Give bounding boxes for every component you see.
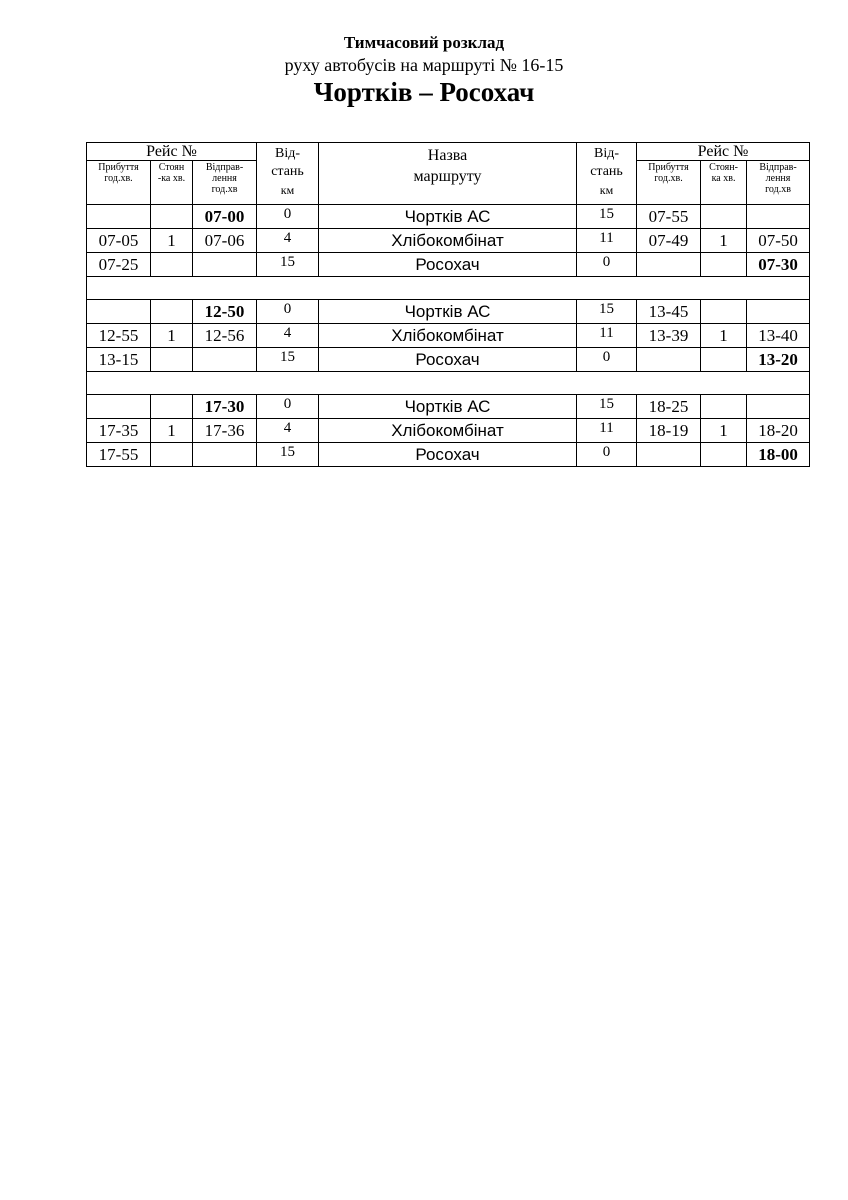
right-stop bbox=[701, 443, 747, 467]
left-stop bbox=[151, 300, 193, 324]
distance-left: 4 bbox=[257, 419, 319, 443]
stop-name: Чортків АС bbox=[319, 205, 577, 229]
left-arrival: 17-55 bbox=[87, 443, 151, 467]
right-departure: 18-20 bbox=[747, 419, 810, 443]
right-arrival: 13-45 bbox=[637, 300, 701, 324]
right-departure: 18-00 bbox=[747, 443, 810, 467]
right-trip-header: Рейс № bbox=[637, 143, 810, 161]
stop-name: Хлібокомбінат bbox=[319, 324, 577, 348]
left-stop bbox=[151, 253, 193, 277]
right-departure: 07-50 bbox=[747, 229, 810, 253]
right-stop bbox=[701, 253, 747, 277]
distance-left: 0 bbox=[257, 205, 319, 229]
right-departure bbox=[747, 395, 810, 419]
stop-name: Чортків АС bbox=[319, 300, 577, 324]
route-title: Чортків – Росохач bbox=[313, 77, 535, 107]
right-departure: 07-30 bbox=[747, 253, 810, 277]
left-arrival bbox=[87, 300, 151, 324]
left-arrival: 07-25 bbox=[87, 253, 151, 277]
distance-right: 15 bbox=[577, 205, 637, 229]
schedule-title: Тимчасовий розклад bbox=[343, 33, 505, 52]
right-stop: 1 bbox=[701, 229, 747, 253]
table-row bbox=[87, 419, 810, 443]
stop-name: Росохач bbox=[319, 348, 577, 372]
trip-separator bbox=[87, 372, 810, 395]
stop-name: Росохач bbox=[319, 443, 577, 467]
distance-left: 0 bbox=[257, 395, 319, 419]
right-arrival bbox=[637, 443, 701, 467]
distance-header-left: Від- стань км bbox=[257, 143, 319, 205]
distance-right: 11 bbox=[577, 419, 637, 443]
left-stop bbox=[151, 443, 193, 467]
distance-left: 4 bbox=[257, 324, 319, 348]
table-row bbox=[87, 395, 810, 419]
right-stop: 1 bbox=[701, 419, 747, 443]
trip-separator bbox=[87, 277, 810, 300]
right-arrival: 07-55 bbox=[637, 205, 701, 229]
left-departure: 17-30 bbox=[193, 395, 257, 419]
right-departure-header: Відправ- лення год.хв bbox=[747, 161, 810, 205]
right-departure bbox=[747, 300, 810, 324]
stop-name: Чортків АС bbox=[319, 395, 577, 419]
table-row bbox=[87, 253, 810, 277]
right-stop: 1 bbox=[701, 324, 747, 348]
table-row bbox=[87, 300, 810, 324]
left-stop: 1 bbox=[151, 229, 193, 253]
left-arrival: 07-05 bbox=[87, 229, 151, 253]
right-stop bbox=[701, 205, 747, 229]
left-arrival bbox=[87, 205, 151, 229]
stop-name: Хлібокомбінат bbox=[319, 229, 577, 253]
right-stop-header: Стоян- ка хв. bbox=[701, 161, 747, 205]
left-departure: 12-50 bbox=[193, 300, 257, 324]
right-arrival: 18-25 bbox=[637, 395, 701, 419]
left-stop bbox=[151, 205, 193, 229]
table-row bbox=[87, 443, 810, 467]
distance-left: 15 bbox=[257, 443, 319, 467]
right-arrival: 13-39 bbox=[637, 324, 701, 348]
right-arrival: 18-19 bbox=[637, 419, 701, 443]
distance-left: 4 bbox=[257, 229, 319, 253]
right-departure: 13-20 bbox=[747, 348, 810, 372]
distance-right: 0 bbox=[577, 253, 637, 277]
right-departure: 13-40 bbox=[747, 324, 810, 348]
distance-header-right: Від- стань км bbox=[577, 143, 637, 205]
right-arrival: 07-49 bbox=[637, 229, 701, 253]
table-row bbox=[87, 324, 810, 348]
table-row bbox=[87, 348, 810, 372]
left-trip-header: Рейс № bbox=[87, 143, 257, 161]
right-stop bbox=[701, 395, 747, 419]
right-stop bbox=[701, 348, 747, 372]
schedule-table bbox=[86, 142, 810, 467]
left-departure bbox=[193, 253, 257, 277]
stop-name: Росохач bbox=[319, 253, 577, 277]
left-departure: 17-36 bbox=[193, 419, 257, 443]
schedule-subtitle: руху автобусів на маршруті № 16-15 bbox=[284, 55, 564, 75]
right-arrival bbox=[637, 253, 701, 277]
right-arrival bbox=[637, 348, 701, 372]
distance-left: 15 bbox=[257, 348, 319, 372]
left-stop bbox=[151, 348, 193, 372]
left-stop bbox=[151, 395, 193, 419]
route-name-header: Назва маршруту bbox=[319, 143, 577, 205]
distance-right: 15 bbox=[577, 300, 637, 324]
left-departure: 07-00 bbox=[193, 205, 257, 229]
left-arrival-header: Прибуття год.хв. bbox=[87, 161, 151, 205]
distance-right: 11 bbox=[577, 324, 637, 348]
distance-right: 0 bbox=[577, 443, 637, 467]
right-arrival-header: Прибуття год.хв. bbox=[637, 161, 701, 205]
distance-right: 15 bbox=[577, 395, 637, 419]
right-departure bbox=[747, 205, 810, 229]
table-row bbox=[87, 229, 810, 253]
left-departure bbox=[193, 348, 257, 372]
left-departure: 12-56 bbox=[193, 324, 257, 348]
distance-left: 0 bbox=[257, 300, 319, 324]
stop-name: Хлібокомбінат bbox=[319, 419, 577, 443]
left-departure: 07-06 bbox=[193, 229, 257, 253]
left-stop: 1 bbox=[151, 419, 193, 443]
left-stop: 1 bbox=[151, 324, 193, 348]
left-arrival: 12-55 bbox=[87, 324, 151, 348]
left-stop-header: Стоян -ка хв. bbox=[151, 161, 193, 205]
left-arrival: 17-35 bbox=[87, 419, 151, 443]
left-arrival: 13-15 bbox=[87, 348, 151, 372]
table-row bbox=[87, 205, 810, 229]
left-departure bbox=[193, 443, 257, 467]
left-departure-header: Відправ- лення год.хв bbox=[193, 161, 257, 205]
distance-left: 15 bbox=[257, 253, 319, 277]
right-stop bbox=[701, 300, 747, 324]
distance-right: 0 bbox=[577, 348, 637, 372]
distance-right: 11 bbox=[577, 229, 637, 253]
left-arrival bbox=[87, 395, 151, 419]
